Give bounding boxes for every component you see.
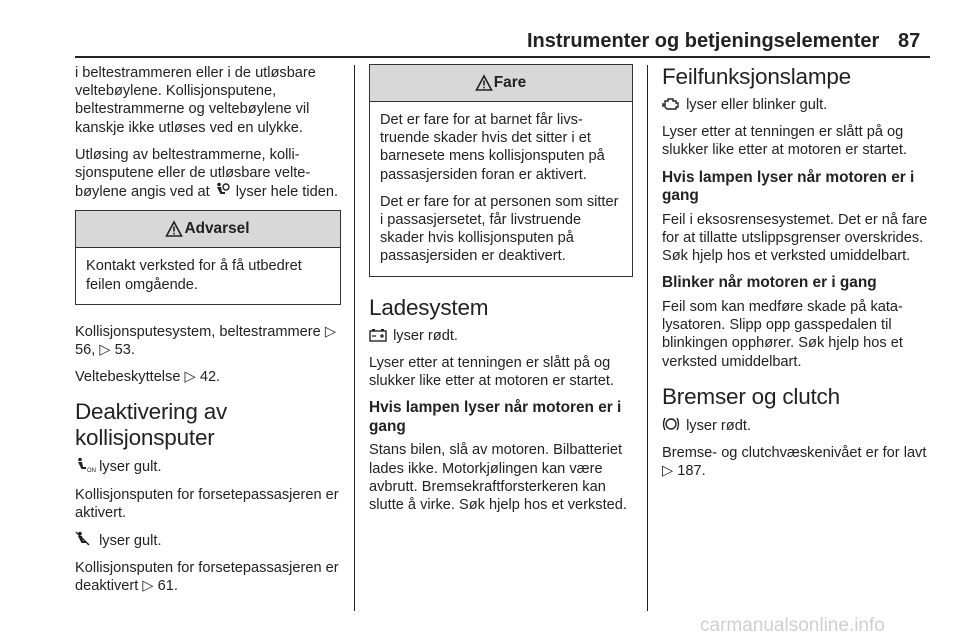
page-ref-arrow-icon: ▷ [324,323,337,340]
section-heading: Feilfunksjonslampe [662,64,851,89]
airbag-off-icon [75,531,93,547]
warning-box [75,210,341,304]
page-ref-arrow-icon: ▷ [99,342,111,359]
section-heading: Ladesystem [369,294,489,320]
paragraph: Kollisjonsputen for forsetepassasjeren er deaktivert ▷ 61. [75,560,339,595]
paragraph: ON lyser gult. [75,457,341,476]
paragraph: Veltebeskyttelse ▷ 42. [75,369,221,386]
svg-text:ON: ON [87,468,96,475]
danger-box-title: Fare [370,65,632,102]
paragraph: Kollisjonsputesystem, beltestrammere ▷ 56, ▷ 53. [75,323,337,359]
paragraph: i beltestrammeren eller i de utløsbare veltebøylene. Kollisjonsputene, beltestrammerne og veltebøylene vil kanskje ikke utløses ved en ulykke. [75,65,316,136]
danger-text: Det er fare for at personen som sitter i passasjersetet, får livstruende skader hvis kollisjonsputen på passasjersiden er deaktivert. [380,193,619,265]
page-ref-arrow-icon: ▷ [662,463,674,480]
airbag-on-icon [75,457,96,475]
column-3 [662,64,930,489]
paragraph: Feil i eksosrensesystemet. Det er nå fare for at tillatte utslippsgrenser overskrides. Søk hjelp hos et verksted umiddelbart. [662,211,928,265]
engine-icon [662,97,680,111]
page-ref-arrow-icon: ▷ [142,578,154,595]
page-ref-link[interactable]: 53. [114,342,135,359]
section-heading: Deaktivering av kollisjonsputer [75,399,228,451]
paragraph: Kollisjonsputen for forsetepassasjeren er aktivert. [75,486,339,521]
paragraph: Utløsing av beltestrammerne, kollisjonsputene eller de utløsbare veltebøylene angis ved at lyser hele tiden. [75,146,339,201]
battery-icon [369,328,387,342]
section-heading: Bremser og clutch [662,383,840,409]
paragraph: Stans bilen, slå av motoren. Bilbatteriet lades ikke. Motorkjølingen kan være avbrutt. Bremsekraftforsterkeren kan slutte å virke. Søk hjelp hos et verksted. [369,442,627,514]
paragraph: Lyser etter at tenningen er slått på og slukker like etter at motoren er startet. [662,124,907,159]
subheading: Blinker når motoren er i gang [662,274,877,292]
paragraph: lyser eller blinker gult. [662,96,930,114]
warning-triangle-icon [476,75,492,91]
column-1 [75,64,341,605]
subheading: Hvis lampen lyser når motoren er i gang [662,168,915,205]
column-divider-1 [354,65,355,611]
paragraph: lyser gult. [75,531,341,550]
danger-text: Det er fare for at barnet får livstruende skader hvis det sitter i et barnesete mens kollisjonsputen på passasjersiden foran er aktivert. [380,112,605,183]
page-ref-arrow-icon: ▷ [184,369,196,386]
column-divider-2 [647,65,648,611]
paragraph: Feil som kan medføre skade på katalysatoren. Slipp opp gasspedalen til blinkingen opphører. Søk hjelp hos et verksted umiddelbart. [662,299,903,370]
page-ref-link[interactable]: 187. [677,463,706,480]
brake-icon [662,416,680,432]
danger-box [369,64,633,277]
paragraph: Bremse- og clutchvæskenivået er for lavt ▷ 187. [662,445,927,480]
page-header [0,0,960,60]
warning-triangle-icon [166,221,182,237]
paragraph: lyser rødt. [662,416,930,435]
header-rule [75,56,930,58]
warning-text: Kontakt verksted for å få utbedret feilen omgående. [86,258,302,293]
page-number: 87 [898,30,921,52]
page-ref-link[interactable]: 42. [199,369,221,386]
paragraph: Lyser etter at tenningen er slått på og slukker like etter at motoren er startet. [369,354,614,390]
column-2 [369,64,633,523]
warning-box-title: Advarsel [76,211,340,248]
page-ref-link[interactable]: 61. [157,578,178,595]
page-ref-link[interactable]: 56, [75,342,96,359]
header-title: Instrumenter og betjeningselementer [527,30,880,52]
airbag-warning-icon [214,182,230,198]
subheading: Hvis lampen lyser når motoren er i gang [369,399,622,435]
paragraph: lyser rødt. [369,327,633,345]
watermark: carmanualsonline.info [700,615,885,636]
